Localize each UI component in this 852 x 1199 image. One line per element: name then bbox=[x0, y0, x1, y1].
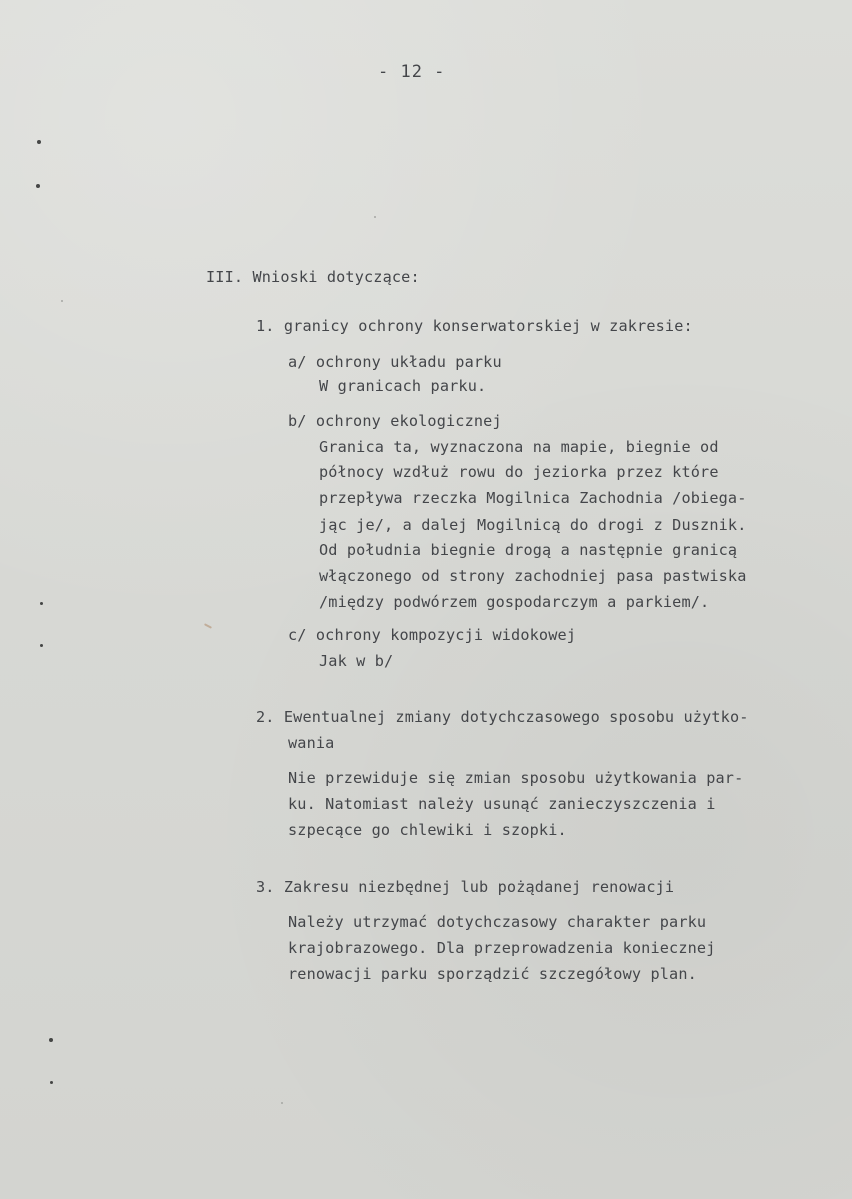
item-1-b-line-6: Od południa biegnie drogą a następnie granicą bbox=[319, 541, 738, 559]
item-3-body-line-2: krajobrazowego. Dla przeprowadzenia koniecznej bbox=[288, 939, 716, 957]
item-2-body-line-1: Nie przewiduje się zmian sposobu użytkowania par- bbox=[288, 769, 744, 787]
item-1-b-line-5: jąc je/, a dalej Mogilnicą do drogi z Dusznik. bbox=[319, 516, 747, 534]
punch-hole-mark bbox=[36, 184, 40, 188]
item-1-a-line-2: W granicach parku. bbox=[319, 377, 487, 395]
item-3-line-1: 3. Zakresu niezbędnej lub pożądanej renowacji bbox=[256, 878, 675, 896]
item-3-body-line-3: renowacji parku sporządzić szczegółowy plan. bbox=[288, 965, 697, 983]
page-number: - 12 - bbox=[378, 62, 446, 82]
punch-hole-mark bbox=[40, 602, 43, 605]
item-1-b-line-8: /między podwórzem gospodarczym a parkiem/. bbox=[319, 593, 710, 611]
item-2-body-line-2: ku. Natomiast należy usunąć zanieczyszczenia i bbox=[288, 795, 716, 813]
punch-hole-mark bbox=[49, 1038, 53, 1042]
item-1-b-line-4: przepływa rzeczka Mogilnica Zachodnia /obiega- bbox=[319, 489, 747, 507]
punch-hole-mark bbox=[40, 644, 43, 647]
punch-hole-mark bbox=[50, 1081, 53, 1084]
item-1-b-line-7: włączonego od strony zachodniej pasa pastwiska bbox=[319, 567, 747, 585]
item-3-body-line-1: Należy utrzymać dotychczasowy charakter parku bbox=[288, 913, 707, 931]
item-1-c-line-2: Jak w b/ bbox=[319, 652, 394, 670]
item-1-intro: 1. granicy ochrony konserwatorskiej w zakresie: bbox=[256, 317, 693, 335]
item-1-b-line-1: b/ ochrony ekologicznej bbox=[288, 412, 502, 430]
punch-hole-mark bbox=[37, 140, 41, 144]
section-heading: III. Wnioski dotyczące: bbox=[206, 268, 420, 286]
item-2-line-1: 2. Ewentualnej zmiany dotychczasowego sposobu użytko- bbox=[256, 708, 749, 726]
item-1-c-line-1: c/ ochrony kompozycji widokowej bbox=[288, 626, 577, 644]
paper-speck bbox=[61, 300, 63, 302]
item-1-b-line-3: północy wzdłuż rowu do jeziorka przez które bbox=[319, 463, 719, 481]
item-2-body-line-3: szpecące go chlewiki i szopki. bbox=[288, 821, 567, 839]
paper-speck bbox=[374, 216, 376, 218]
paper-speck bbox=[281, 1102, 283, 1104]
item-2-line-2: wania bbox=[288, 734, 335, 752]
paper-smudge bbox=[204, 623, 212, 629]
item-1-b-line-2: Granica ta, wyznaczona na mapie, biegnie od bbox=[319, 438, 719, 456]
item-1-a-line-1: a/ ochrony układu parku bbox=[288, 353, 502, 371]
